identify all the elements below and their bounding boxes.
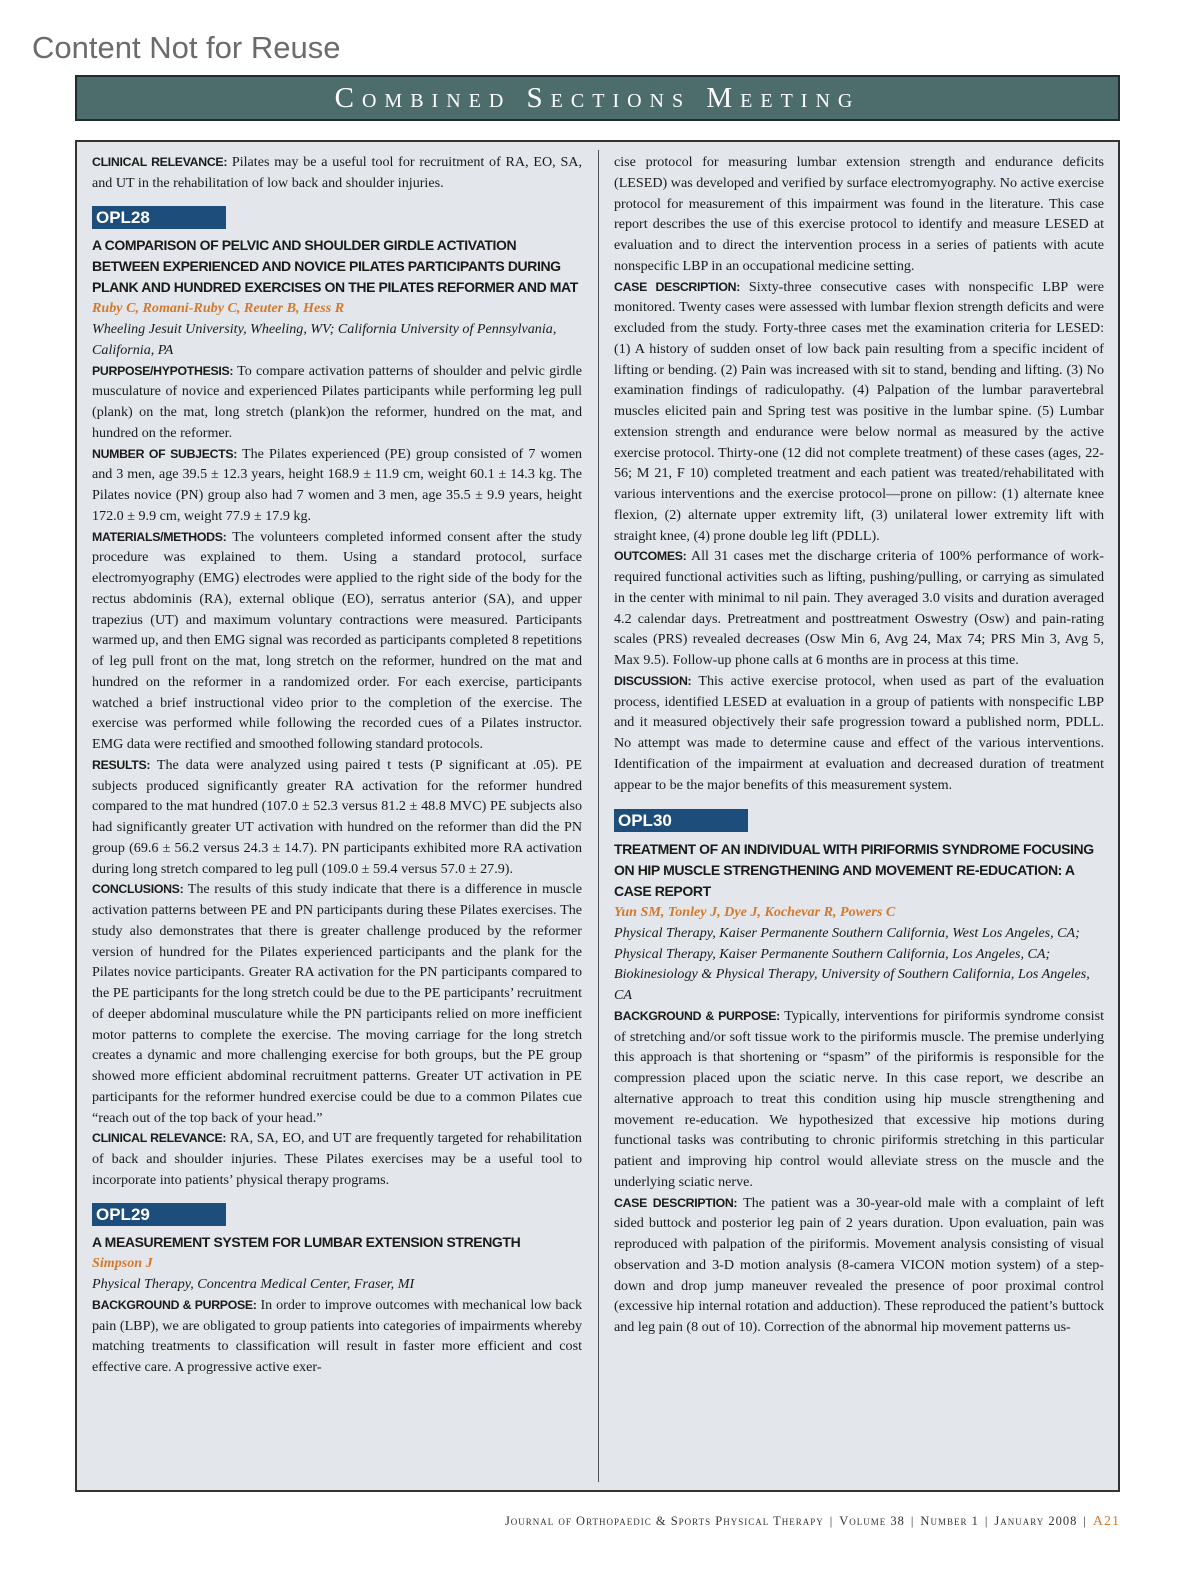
abstract-affiliation: Physical Therapy, Concentra Medical Center, Fraser, MI [92, 1276, 415, 1292]
abstract-authors: Yun SM, Tonley J, Dye J, Kochevar R, Powers C [614, 904, 896, 920]
section-label: PURPOSE/HYPOTHESIS: [92, 363, 234, 378]
page-footer: Journal of Orthopaedic & Sports Physical Therapy | Volume 38 | Number 1 | January 2008 | A21 [504, 1514, 1120, 1529]
section-label: BACKGROUND & PURPOSE: [92, 1297, 257, 1312]
abstract-affiliation: Physical Therapy, Kaiser Permanente Southern California, West Los Angeles, CA; Physical Therapy, Kaiser Permanente Southern California, Los Angeles, CA; Biokinesiology & Physical Therapy, University of Southern California, Los Angeles, CA [614, 924, 1090, 1003]
body-text: The Pilates experienced (PE) group consisted of 7 women and 3 men, age 39.5 ± 12.3 years, height 168.9 ± 11.9 cm, weight 60.1 ± 14.3 kg. The Pilates novice (PN) group also had 7 women and 3 men, age 35.5 ± 9.9 years, height 172.0 ± 9.9 cm, weight 77.9 ± 17.9 kg. [92, 445, 583, 524]
section-label: CASE DESCRIPTION: [614, 1195, 738, 1210]
section-label: CONCLUSIONS: [92, 882, 184, 897]
section-label: RESULTS: [92, 757, 151, 772]
section-label: CLINICAL RELEVANCE: [92, 155, 228, 169]
right-column [614, 152, 1104, 1338]
subjects-paragraph [92, 444, 582, 527]
abstract-authors: Ruby C, Romani-Ruby C, Reuter B, Hess R [92, 300, 345, 317]
body-text: RA, SA, EO, and UT are frequently targeted for rehabilitation of back and shoulder injuries. These Pilates exercises may be a useful tool to incorporate into patients’ physical therapy programs. [92, 1130, 582, 1188]
column-divider [598, 150, 599, 1482]
body-text: This active exercise protocol, when used as part of the evaluation process, identified LESED at evaluation in a group of patients with nonspecific LBP and it measured objectively their safe progression toward a published norm, PDLL. No attempt was made to determine cause and effect of the various interventions. Identification of the impairment at evaluation and decreased duration of treatment appear to be the major benefits of this measurement system. [614, 672, 1104, 793]
abstract-tag-opl29: OPL29 [92, 1203, 226, 1226]
methods-paragraph [92, 527, 582, 755]
volume: Volume 38 [839, 1514, 905, 1528]
abstract-authors: Simpson J [92, 1255, 153, 1272]
page-number: A21 [1092, 1514, 1120, 1529]
article-area [75, 140, 1120, 1492]
body-text: All 31 cases met the discharge criteria of 100% performance of work-required functional activities such as lifting, pushing/pulling, or carrying as simulated in the center with minimal to nil pain. They averaged 3.0 visits and duration averaged 4.2 calendar days. Pretreatment and posttreatment Oswestry (Osw) and pain-rating scales (PRS) revealed decreases (Osw Min 6, Avg 24, Max 74; PRS Min 3, Avg 5, Max 9.5). Follow-up phone calls at 6 months are in process at this time. [614, 548, 1104, 668]
body-text: Typically, interventions for piriformis syndrome consist of stretching and/or soft tissue work to the piriformis muscle. The premise underlying this approach is that shortening or “spasm” of the piriformis is responsible for the compression placed upon the sciatic nerve. In this case report, we describe an alternative approach to treat this condition using hip muscle strengthening and movement re-education. We hypothesized that excessive hip motions during functional tasks was contributing to chronic piriformis stretching in this particular patient and improving hip control would alleviate stress on the muscle and the underlying sciatic nerve. [614, 1007, 1104, 1190]
section-label: BACKGROUND & PURPOSE: [614, 1008, 780, 1023]
section-label: CASE DESCRIPTION: [614, 279, 740, 294]
relevance-paragraph [92, 1128, 582, 1190]
body-text: The data were analyzed using paired t tests (P significant at .05). PE subjects produced significantly greater RA activation for the reformer hundred compared to the mat hundred (107.0 ± 52.3 versus 81.2 ± 48.8 MVC) PE subjects also had significantly greater UT activation with hundred on the reformer than did the PN group (69.6 ± 56.2 versus 24.3 ± 14.7). PN participants exhibited more RA activation during long stretch compared to leg pull (109.0 ± 59.4 versus 57.0 ± 27.9). [92, 756, 582, 877]
results-paragraph [92, 755, 582, 880]
section-label: OUTCOMES: [614, 549, 687, 564]
watermark: Content Not for Reuse [32, 30, 341, 65]
section-banner: Combined Sections Meeting [75, 75, 1120, 121]
background-paragraph [614, 1006, 1104, 1193]
clinical-relevance-intro [92, 152, 582, 194]
background-paragraph [92, 1295, 582, 1378]
purpose-paragraph [92, 361, 582, 444]
abstract-affiliation: Wheeling Jesuit University, Wheeling, WV; California University of Pennsylvania, California, PA [92, 321, 557, 358]
body-text: Pilates may be a useful tool for recruitment of RA, EO, SA, and UT in the rehabilitation of low back and shoulder injuries. [92, 154, 582, 191]
abstract-tag-opl30: OPL30 [614, 809, 748, 832]
outcomes-paragraph [614, 546, 1104, 671]
abstract-tag-opl28: OPL28 [92, 206, 226, 229]
body-text: To compare activation patterns of shoulder and pelvic girdle musculature of novice and experienced Pilates participants while performing leg pull (plank) on the mat, long stretch (plank)on the reformer, hundred on the mat, and hundred on the reformer. [92, 362, 582, 441]
discussion-paragraph [614, 671, 1104, 796]
issue-number: Number 1 [920, 1514, 979, 1528]
case-description-paragraph [614, 1193, 1104, 1338]
abstract-title: TREATMENT OF AN INDIVIDUAL WITH PIRIFORMIS SYNDROME FOCUSING ON HIP MUSCLE STRENGTHENING AND MOVEMENT RE-EDUCATION: A CASE REPORT [614, 841, 1094, 899]
issue-date: January 2008 [994, 1514, 1078, 1528]
body-text: The results of this study indicate that there is a difference in muscle activation patterns between PE and PN participants during these Pilates exercises. The study also demonstrates that there is greater challenge produced by the reformer version of hundred for the Pilates experienced participants and the plank for the Pilates novice participants. Greater RA activation for the PN participants compared to the PE participants for the long stretch could be due to the PE participants’ recruitment of deeper abdominal musculature while the PN participants relied on more inefficient motor patterns to complete the exercise. The moving carriage for the long stretch creates a dynamic and more challenging exercise for both groups, but the PE group showed more efficient abdominal recruitment patterns. Greater UT activation in PE participants for the reformer hundred exercise could be due to a common Pilates cue “reach out of the top back of your head.” [92, 881, 582, 1126]
body-text: Sixty-three consecutive cases with nonspecific LBP were monitored. Twenty cases were assessed with lumbar flexion strength deficits and were excluded from the study. Forty-three cases met the examination criteria for LESED: (1) A history of sudden onset of low back pain resulting from a specific incident of lifting or bending. (2) Pain was increased with sit to stand, bending and lifting. (3) No examination findings of radiculopathy. (4) Palpation of the lumbar paravertebral muscles elicited pain and Spring test was positive in the lumbar spine. (5) Lumbar extension strength and endurance were below normal as measured by the active exercise protocol. Thirty-one (12 did not complete treatment) of these cases (ages, 22-56; M 21, F 10) completed treatment and each patient was treated/rehabilitated with various interventions and the exercise protocol—prone on pillow: (1) alternate knee flexion, (2) alternate upper extremity lift, (3) unilateral lower extremity lift with straight knee, (4) prone double leg lift (PDLL). [614, 278, 1104, 544]
body-text: The patient was a 30-year-old male with a complaint of left sided buttock and posterior leg pain of 2 years duration. Upon evaluation, pain was reproduced with palpation of the piriformis. Movement analysis consisting of visual observation and 3-D motion analysis (8-camera VICON motion system) of a step-down and drop jump maneuver revealed the presence of poor proximal control (excessive hip internal rotation and adduction). These reproduced the patient’s buttock and leg pain (8 out of 10). Correction of the abnormal hip movement patterns us- [614, 1194, 1104, 1335]
abstract-title: A COMPARISON OF PELVIC AND SHOULDER GIRDLE ACTIVATION BETWEEN EXPERIENCED AND NOVICE PILATES PARTICIPANTS DURING PLANK AND HUNDRED EXERCISES ON THE PILATES REFORMER AND MAT [92, 237, 578, 296]
conclusions-paragraph [92, 879, 582, 1128]
section-label: MATERIALS/METHODS: [92, 529, 227, 544]
section-label: CLINICAL RELEVANCE: [92, 1131, 227, 1146]
body-text: In order to improve outcomes with mechanical low back pain (LBP), we are obligated to group patients into categories of impairments whereby matching treatments to classification will result in faster more efficient and cost effective care. A progressive active exer- [92, 1296, 582, 1375]
abstract-title: A MEASUREMENT SYSTEM FOR LUMBAR EXTENSION STRENGTH [92, 1234, 521, 1251]
body-text: The volunteers completed informed consent after the study procedure was explained to them. Using a standard protocol, surface electromyography (EMG) electrodes were applied to the right side of the body for the rectus abdominis (RA), external oblique (EO), serratus anterior (SA), and upper trapezius (UT) and maximum voluntary contractions were measured. Participants warmed up, and then EMG signal was recorded as participants completed 8 repetitions of leg pull front on the mat, long stretch on the reformer, hundred on the mat and hundred on the reformer in a randomized order. For each exercise, participants watched a brief instructional video prior to the completion of the exercise. The exercise was performed while following the recorded cues of a Pilates instructor. EMG data were rectified and smoothed following standard protocols. [92, 528, 582, 752]
section-label: DISCUSSION: [614, 673, 692, 688]
continued-paragraph: cise protocol for measuring lumbar extension strength and endurance deficits (LESED) was developed and verified by surface electromyography. No active exercise protocol for measurement of this impairment was found in the literature. This case report describes the use of this exercise protocol to identify and measure LESED at evaluation and to direct the intervention process in a series of patients with acute nonspecific LBP in an occupational medicine setting. [614, 154, 1104, 274]
journal-name: Journal of Orthopaedic & Sports Physical Therapy [504, 1514, 824, 1528]
section-label: NUMBER OF SUBJECTS: [92, 446, 238, 461]
case-description-paragraph [614, 277, 1104, 547]
left-column [92, 152, 582, 1378]
